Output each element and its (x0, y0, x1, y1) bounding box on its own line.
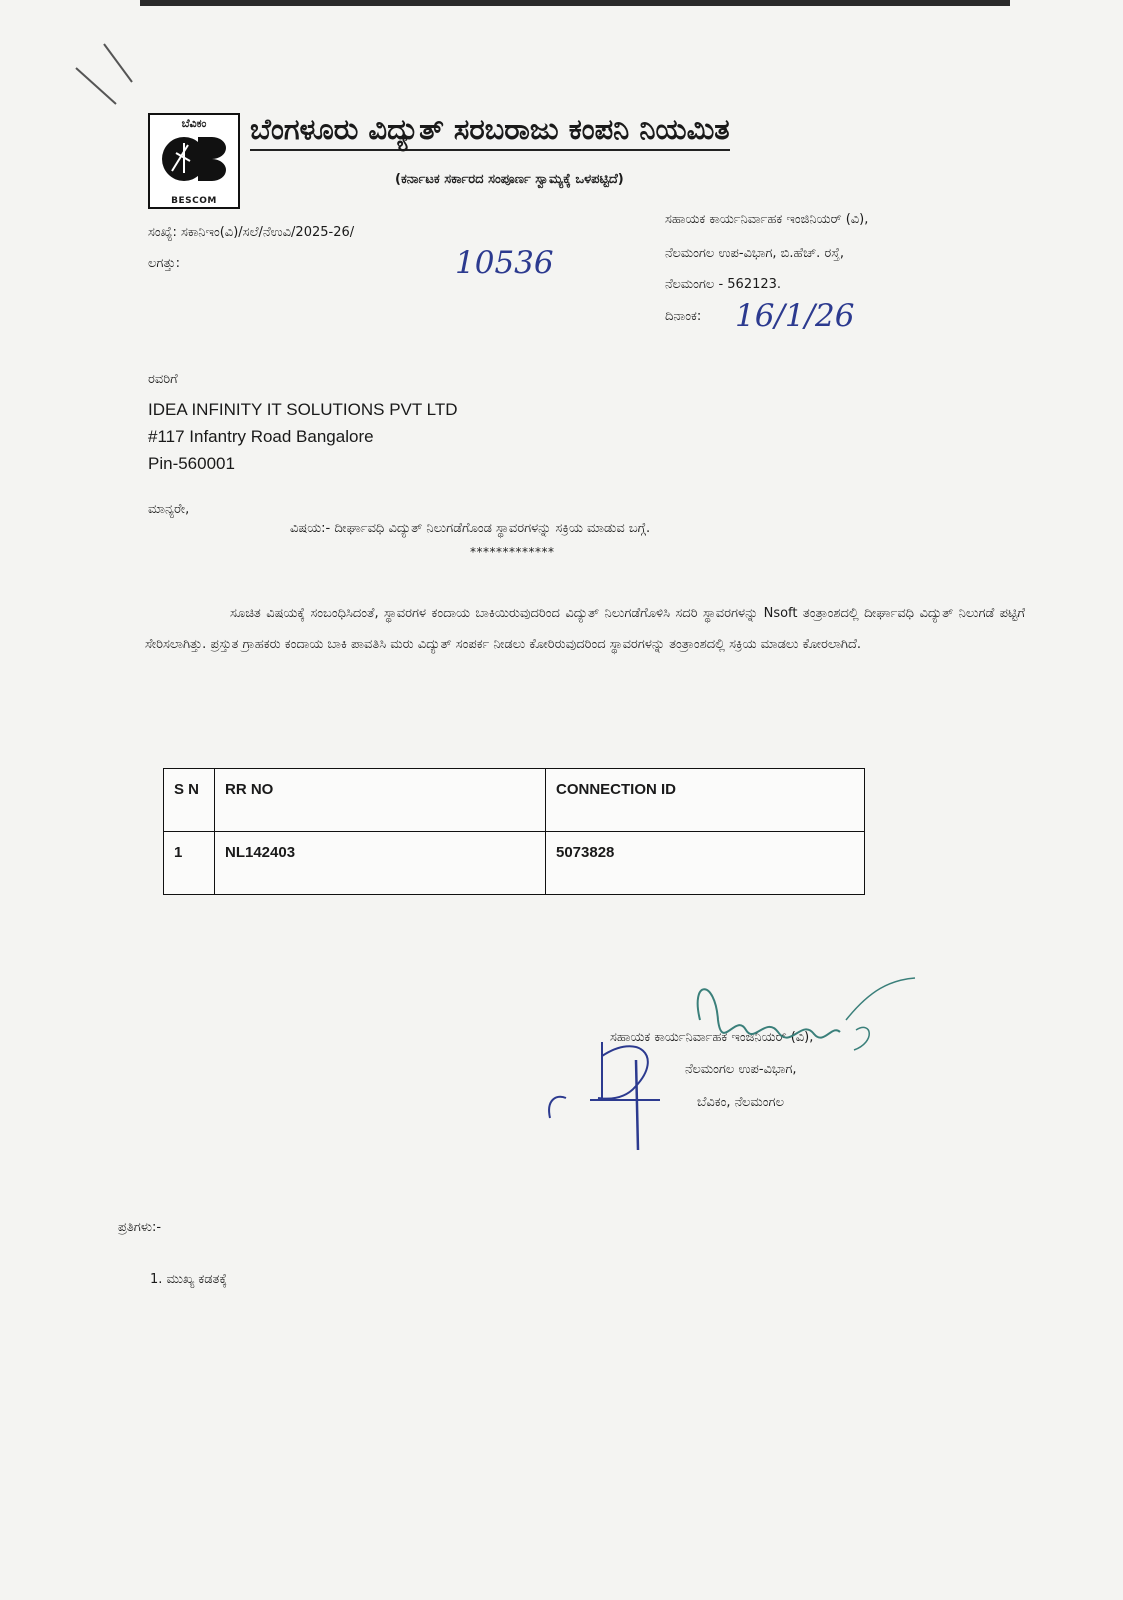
recipient-line-1: IDEA INFINITY IT SOLUTIONS PVT LTD (148, 400, 458, 419)
connection-table (163, 768, 865, 895)
signatory-line-2: ನೆಲಮಂಗಲ ಉಪ-ವಿಭಾಗ, (685, 1062, 797, 1077)
cell-rr-no: NL142403 (215, 832, 546, 895)
cell-sn: 1 (164, 832, 215, 895)
body-paragraph: ಸೂಚಿತ ವಿಷಯಕ್ಕೆ ಸಂಬಂಧಿಸಿದಂತೆ, ಸ್ಥಾವರಗಳ ಕಂದಾಯ ಬಾಕಿಯಿರುವುದರಿಂದ ವಿದ್ಯುತ್ ನಿಲುಗಡೆಗೊಳಿಸಿ ಸದರಿ ಸ್ಥಾವರಗಳನ್ನು Nsoft ತಂತ್ರಾಂಶದಲ್ಲಿ ದೀರ್ಘಾವಧಿ ವಿದ್ಯುತ್ ನಿಲುಗಡೆ ಪಟ್ಟಿಗೆ ಸೇರಿಸಲಾಗಿತ್ತು. ಪ್ರಸ್ತುತ ಗ್ರಾಹಕರು ಕಂದಾಯ ಬಾಕಿ ಪಾವತಿಸಿ ಮರು ವಿದ್ಯುತ್ ಸಂಪರ್ಕ ನೀಡಲು ಕೋರಿರುವುದರಿಂದ ಸ್ಥಾವರಗಳನ್ನು ತಂತ್ರಾಂಶದಲ್ಲಿ ಸಕ್ರಿಯ ಮಾಡಲು ಕೋರಲಾಗಿದೆ. (145, 606, 1025, 652)
scan-edge (140, 0, 1010, 6)
to-label: ರವರಿಗೆ (148, 372, 178, 387)
logo-bottom-text: BESCOM (171, 196, 217, 206)
handwritten-date: 16/1/26 (735, 298, 855, 334)
salutation: ಮಾನ್ಯರೇ, (148, 502, 190, 517)
header-rr-no: RR NO (215, 769, 546, 832)
handwritten-number: 10536 (455, 245, 554, 281)
header-connection-id: CONNECTION ID (546, 769, 865, 832)
copies-label: ಪ್ರತಿಗಳು:- (118, 1220, 162, 1235)
pencil-mark-icon (70, 40, 140, 110)
header-sn: S N (164, 769, 215, 832)
office-line-3: ನೆಲಮಂಗಲ - 562123. (665, 277, 782, 292)
signature-scribble-icon (540, 960, 940, 1160)
company-name: ಬೆಂಗಳೂರು ವಿದ್ಯುತ್ ಸರಬರಾಜು ಕಂಪನಿ ನಿಯಮಿತ (250, 112, 730, 151)
recipient-line-2: #117 Infantry Road Bangalore (148, 427, 374, 446)
table-row (164, 832, 865, 895)
recipient-line-3: Pin-560001 (148, 454, 235, 473)
subject-line: ವಿಷಯ:- ದೀರ್ಘಾವಧಿ ವಿದ್ಯುತ್ ನಿಲುಗಡೆಗೊಂಡ ಸ್ಥಾವರಗಳನ್ನು ಸಕ್ರಿಯ ಮಾಡುವ ಬಗ್ಗೆ. (290, 521, 651, 536)
copies-item-1: 1. ಮುಖ್ಯ ಕಡತಕ್ಕೆ (150, 1272, 228, 1287)
logo-top-text: ಬೆವಿಕಂ (181, 117, 207, 130)
bescom-logo (148, 113, 240, 209)
company-subtitle: (ಕರ್ನಾಟಕ ಸರ್ಕಾರದ ಸಂಪೂರ್ಣ ಸ್ವಾಮ್ಯಕ್ಕೆ ಒಳಪಟ್ಟಿದೆ) (395, 172, 624, 187)
subject-separator: ************* (470, 545, 555, 559)
enclosure-label: ಲಗತ್ತು: (148, 256, 180, 271)
cell-connection-id: 5073828 (546, 832, 865, 895)
date-label: ದಿನಾಂಕ: (665, 309, 702, 324)
signatory-line-1: ಸಹಾಯಕ ಕಾರ್ಯನಿರ್ವಾಹಕ ಇಂಜಿನಿಯರ್ (ವಿ), (610, 1030, 814, 1045)
signatory-line-3: ಬೆವಿಕಂ, ನೆಲಮಂಗಲ (697, 1095, 784, 1110)
office-line-2: ನೆಲಮಂಗಲ ಉಪ-ವಿಭಾಗ, ಬಿ.ಹೆಚ್. ರಸ್ತೆ, (665, 246, 844, 261)
table-header-row (164, 769, 865, 832)
office-line-1: ಸಹಾಯಕ ಕಾರ್ಯನಿರ್ವಾಹಕ ಇಂಜಿನಿಯರ್ (ವಿ), (665, 212, 869, 227)
reference-number: ಸಂಖ್ಯೆ: ಸಕಾನಿಇಂ(ವಿ)/ಸಲೆ/ನೆಉವಿ/2025-26/ (148, 225, 355, 240)
bescom-emblem-icon (154, 131, 230, 187)
